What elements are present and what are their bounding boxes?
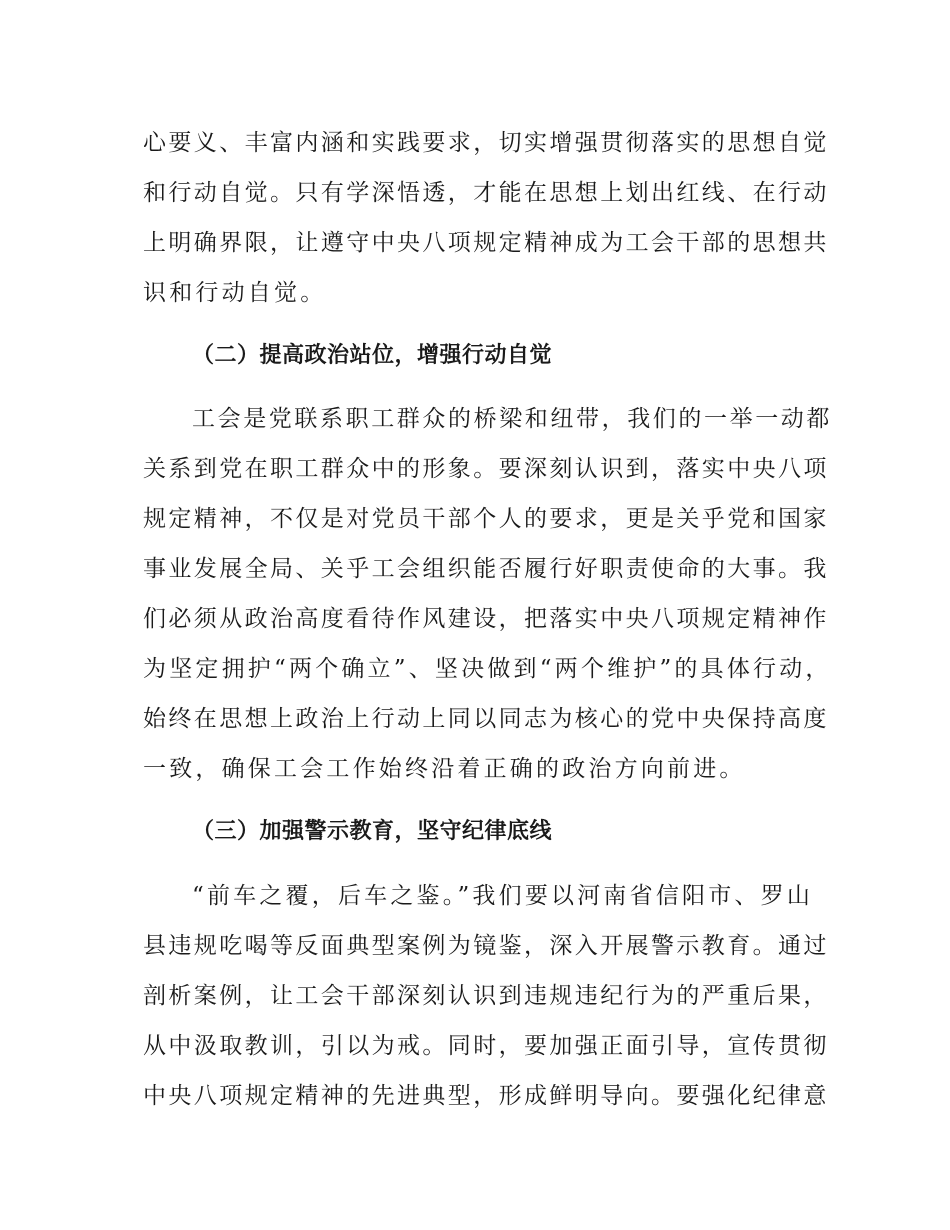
- paragraph-line: “前车之覆，后车之鉴。”我们要以河南省信阳市、罗山: [192, 883, 814, 909]
- paragraph-line: 工会是党联系职工群众的桥梁和纽带，我们的一举一动都: [192, 406, 832, 432]
- paragraph-line: 规定精神，不仅是对党员干部个人的要求，更是关乎党和国家: [143, 506, 829, 532]
- paragraph-line: 中央八项规定精神的先进典型，形成鲜明导向。要强化纪律意: [143, 1083, 829, 1109]
- paragraph-line: 从中汲取教训，引以为戒。同时，要加强正面引导，宣传贯彻: [143, 1033, 829, 1059]
- paragraph-line: 心要义、丰富内涵和实践要求，切实增强贯彻落实的思想自觉: [143, 130, 829, 156]
- paragraph-line: 上明确界限，让遵守中央八项规定精神成为工会干部的思想共: [143, 230, 829, 256]
- section-heading: （三）加强警示教育，坚守纪律底线: [192, 819, 553, 844]
- paragraph-line: 识和行动自觉。: [143, 280, 327, 306]
- paragraph-line: 始终在思想上政治上行动上同以同志为核心的党中央保持高度: [143, 706, 829, 732]
- paragraph-line: 剖析案例，让工会干部深刻认识到违规违纪行为的严重后果，: [143, 983, 829, 1009]
- section-heading: （二）提高政治站位，增强行动自觉: [192, 343, 553, 368]
- paragraph-line: 为坚定拥护“两个确立”、坚决做到“两个维护”的具体行动，: [143, 656, 832, 682]
- paragraph-line: 和行动自觉。只有学深悟透，才能在思想上划出红线、在行动: [143, 180, 829, 206]
- paragraph-line: 们必须从政治高度看待作风建设，把落实中央八项规定精神作: [143, 606, 829, 632]
- paragraph-line: 事业发展全局、关乎工会组织能否履行好职责使命的大事。我: [143, 556, 829, 582]
- paragraph-line: 关系到党在职工群众中的形象。要深刻认识到，落实中央八项: [143, 456, 829, 482]
- paragraph-line: 县违规吃喝等反面典型案例为镜鉴，深入开展警示教育。通过: [143, 933, 829, 959]
- paragraph-line: 一致，确保工会工作始终沿着正确的政治方向前进。: [143, 756, 746, 782]
